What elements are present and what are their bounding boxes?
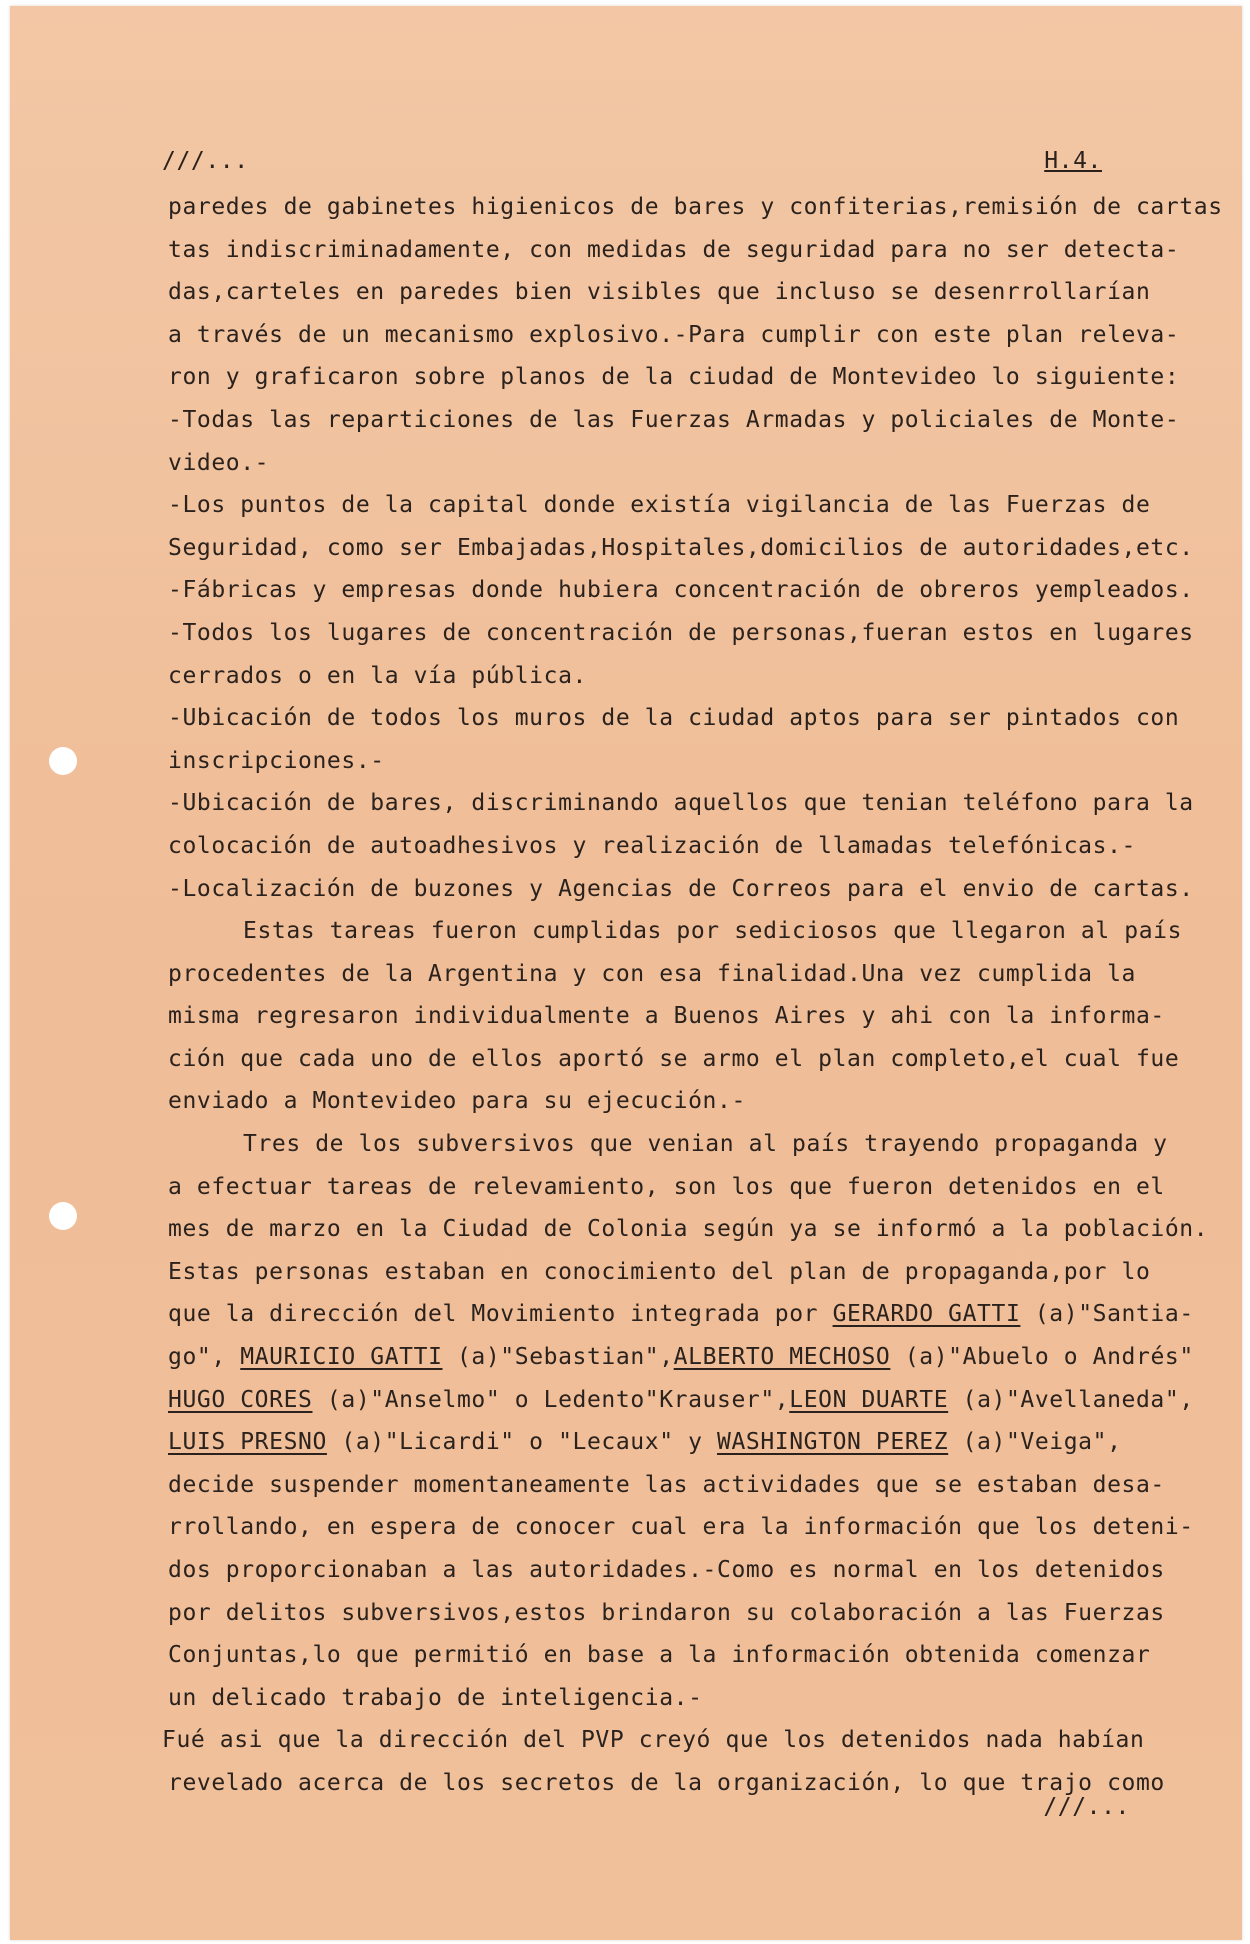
text-line <box>168 995 1218 1038</box>
text-segment: tas indiscriminadamente, con medidas de seguridad para no ser detecta- <box>168 236 1180 263</box>
text-line <box>168 1379 1218 1422</box>
text-line <box>168 868 1218 911</box>
text-line <box>168 1677 1218 1720</box>
text-segment: Estas tareas fueron cumplidas por sediciosos que llegaron al país <box>243 918 1183 945</box>
text-line <box>168 825 1218 868</box>
text-segment: inscripciones.- <box>168 747 385 774</box>
text-line <box>168 1208 1218 1251</box>
text-segment: Tres de los subversivos que venian al país trayendo propaganda y <box>243 1131 1168 1158</box>
text-line <box>168 356 1218 399</box>
text-segment: (a)"Abuelo o Andrés" <box>890 1344 1194 1371</box>
text-line <box>168 1336 1218 1379</box>
underlined-name: WASHINGTON PEREZ <box>717 1429 949 1456</box>
text-line <box>168 1421 1218 1464</box>
text-line <box>168 442 1218 485</box>
underlined-name: LUIS PRESNO <box>168 1429 327 1456</box>
text-segment: -Ubicación de todos los muros de la ciudad aptos para ser pintados con <box>168 705 1180 732</box>
text-segment: (a)"Veiga", <box>948 1429 1122 1456</box>
text-segment: das,carteles en paredes bien visibles que incluso se desenrrollarían <box>168 279 1151 306</box>
text-line <box>162 1719 1218 1762</box>
text-segment: (a)"Avellaneda", <box>948 1386 1194 1413</box>
page-header <box>162 148 1102 180</box>
text-segment: -Ubicación de bares, discriminando aquellos que tenian teléfono para la <box>168 790 1194 817</box>
text-line <box>168 1080 1218 1123</box>
text-segment: Estas personas estaban en conocimiento del plan de propaganda,por lo <box>168 1258 1151 1285</box>
text-segment: Seguridad, como ser Embajadas,Hospitales,domicilios de autoridades,etc. <box>168 534 1194 561</box>
text-segment: -Localización de buzones y Agencias de Correos para el envio de cartas. <box>168 875 1194 902</box>
text-segment: un delicado trabajo de inteligencia.- <box>168 1684 703 1711</box>
text-segment: rrollando, en espera de conocer cual era la información que los deteni- <box>168 1514 1194 1541</box>
text-segment: video.- <box>168 449 270 476</box>
text-segment: enviado a Montevideo para su ejecución.- <box>168 1088 746 1115</box>
text-line <box>168 1592 1218 1635</box>
text-segment: a través de un mecanismo explosivo.-Para cumplir con este plan releva- <box>168 321 1180 348</box>
text-line <box>168 612 1218 655</box>
text-segment: cerrados o en la vía pública. <box>168 662 587 689</box>
text-line <box>168 953 1218 996</box>
punch-hole <box>49 747 77 775</box>
text-segment: (a)"Sebastian", <box>442 1344 674 1371</box>
text-segment: -Los puntos de la capital donde existía vigilancia de las Fuerzas de <box>168 492 1151 519</box>
text-segment: -Fábricas y empresas donde hubiera concentración de obreros yempleados. <box>168 577 1194 604</box>
text-line <box>168 1038 1218 1081</box>
text-line <box>168 1549 1218 1592</box>
text-line <box>168 1293 1218 1336</box>
text-line <box>168 1464 1218 1507</box>
text-segment: dos proporcionaban a las autoridades.-Como es normal en los detenidos <box>168 1557 1165 1583</box>
text-line <box>168 484 1218 527</box>
text-line <box>168 1251 1218 1294</box>
underlined-name: LEON DUARTE <box>789 1386 949 1413</box>
text-segment: Fué asi que la dirección del PVP creyó que los detenidos nada habían <box>162 1727 1145 1754</box>
underlined-name: MAURICIO GATTI <box>240 1344 443 1371</box>
footer-continuation-mark: ///... <box>1043 1794 1130 1820</box>
text-segment: decide suspender momentaneamente las actividades que se estaban desa- <box>168 1471 1165 1498</box>
punch-hole <box>49 1202 77 1230</box>
text-segment: (a)"Santia- <box>1020 1301 1194 1328</box>
text-segment: que la dirección del Movimiento integrada por <box>168 1301 833 1328</box>
text-segment: procedentes de la Argentina y con esa finalidad.Una vez cumplida la <box>168 960 1136 987</box>
text-line <box>168 1506 1218 1549</box>
underlined-name: ALBERTO MECHOSO <box>673 1344 891 1371</box>
text-line <box>168 271 1218 314</box>
text-segment: a efectuar tareas de relevamiento, son los que fueron detenidos en el <box>168 1173 1165 1200</box>
text-segment: ción que cada uno de ellos aportó se armo el plan completo,el cual fue <box>168 1045 1180 1072</box>
text-segment: -Todos los lugares de concentración de personas,fueran estos en lugares <box>168 619 1194 646</box>
text-line <box>168 655 1218 698</box>
text-segment: -Todas las reparticiones de las Fuerzas Armadas y policiales de Monte- <box>168 406 1180 433</box>
text-line <box>168 527 1218 570</box>
page-number: H.4. <box>1044 148 1102 174</box>
text-line <box>168 1166 1218 1209</box>
text-segment: mes de marzo en la Ciudad de Colonia según ya se informó a la población. <box>168 1216 1209 1243</box>
text-segment: misma regresaron individualmente a Buenos Aires y ahi con la informa- <box>168 1003 1165 1030</box>
underlined-name: GERARDO GATTI <box>832 1301 1021 1328</box>
text-line <box>168 1123 1218 1166</box>
text-segment: por delitos subversivos,estos brindaron su colaboración a las Fuerzas <box>168 1599 1165 1626</box>
text-segment: paredes de gabinetes higienicos de bares y confiterias,remisión de cartas <box>168 194 1223 220</box>
text-segment: ron y graficaron sobre planos de la ciudad de Montevideo lo siguiente: <box>168 364 1180 391</box>
text-line <box>168 399 1218 442</box>
text-line <box>168 314 1218 357</box>
body-text <box>162 186 1223 1805</box>
text-segment: revelado acerca de los secretos de la organización, lo que trajo como <box>168 1769 1165 1796</box>
text-line <box>168 740 1218 783</box>
text-segment: go", <box>168 1344 241 1371</box>
text-line <box>168 782 1218 825</box>
text-line <box>168 569 1218 612</box>
text-segment: (a)"Licardi" o "Lecaux" y <box>326 1429 717 1456</box>
text-segment: Conjuntas,lo que permitió en base a la información obtenida comenzar <box>168 1642 1151 1669</box>
text-line <box>168 1634 1218 1677</box>
text-line <box>168 697 1218 740</box>
underlined-name: HUGO CORES <box>168 1386 313 1413</box>
text-segment: colocación de autoadhesivos y realización de llamadas telefónicas.- <box>168 832 1136 859</box>
text-line <box>168 186 1223 229</box>
continuation-mark: ///... <box>162 148 249 174</box>
text-line <box>168 229 1218 272</box>
text-segment: (a)"Anselmo" o Ledento"Krauser", <box>312 1386 790 1413</box>
text-line <box>168 910 1218 953</box>
